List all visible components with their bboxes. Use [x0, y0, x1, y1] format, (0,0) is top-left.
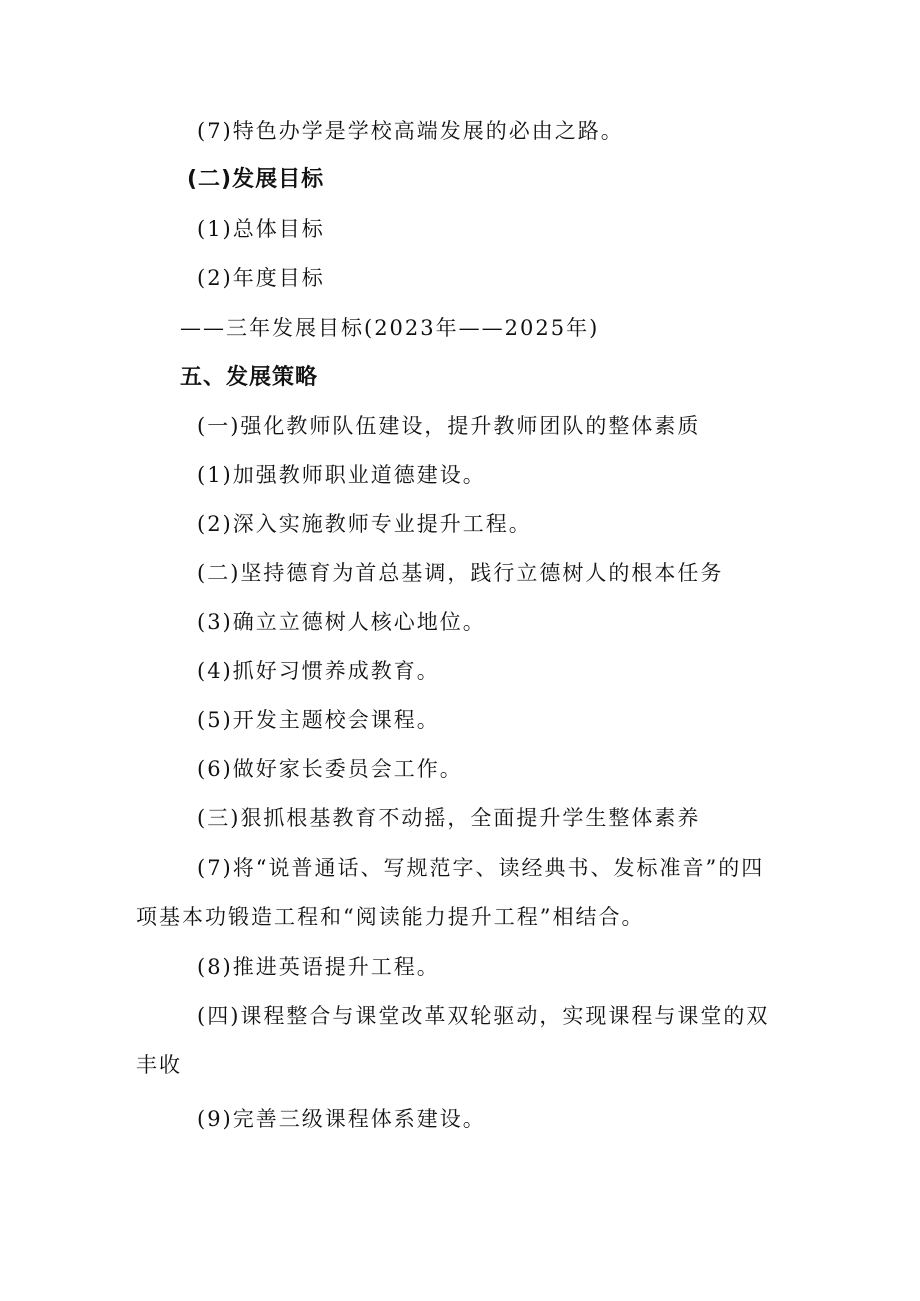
paragraph-line: (3)确立立德树人核心地位。 [197, 610, 486, 634]
paragraph-line: (5)开发主题校会课程。 [197, 708, 440, 732]
paragraph-line: (9)完善三级课程体系建设。 [197, 1107, 486, 1131]
paragraph-line: 项基本功锻造工程和“阅读能力提升工程”相结合。 [136, 905, 645, 929]
paragraph-line: (2)年度目标 [197, 266, 325, 290]
paragraph-line: (7)特色办学是学校高端发展的必由之路。 [197, 119, 624, 143]
paragraph-line: 丰收 [136, 1053, 182, 1077]
subsection-line: (一)强化教师队伍建设，提升教师团队的整体素质 [197, 414, 701, 438]
paragraph-line: (7)将“说普通话、写规范字、读经典书、发标准音”的四 [197, 856, 765, 880]
paragraph-line: ——三年发展目标(2023年——2025年) [180, 316, 600, 340]
paragraph-line: (4)抓好习惯养成教育。 [197, 659, 440, 683]
subsection-line: (二)坚持德育为首总基调，践行立德树人的根本任务 [197, 561, 724, 585]
paragraph-line: (1)总体目标 [197, 217, 325, 241]
subsection-line: (四)课程整合与课堂改革双轮驱动，实现课程与课堂的双 [197, 1004, 770, 1028]
section-heading: (二)发展目标 [187, 167, 325, 192]
paragraph-line: (1)加强教师职业道德建设。 [197, 463, 486, 487]
chapter-heading: 五、发展策略 [180, 365, 319, 390]
subsection-line: (三)狠抓根基教育不动摇，全面提升学生整体素养 [197, 806, 701, 830]
paragraph-line: (8)推进英语提升工程。 [197, 955, 440, 979]
paragraph-line: (6)做好家长委员会工作。 [197, 757, 463, 781]
paragraph-line: (2)深入实施教师专业提升工程。 [197, 512, 532, 536]
